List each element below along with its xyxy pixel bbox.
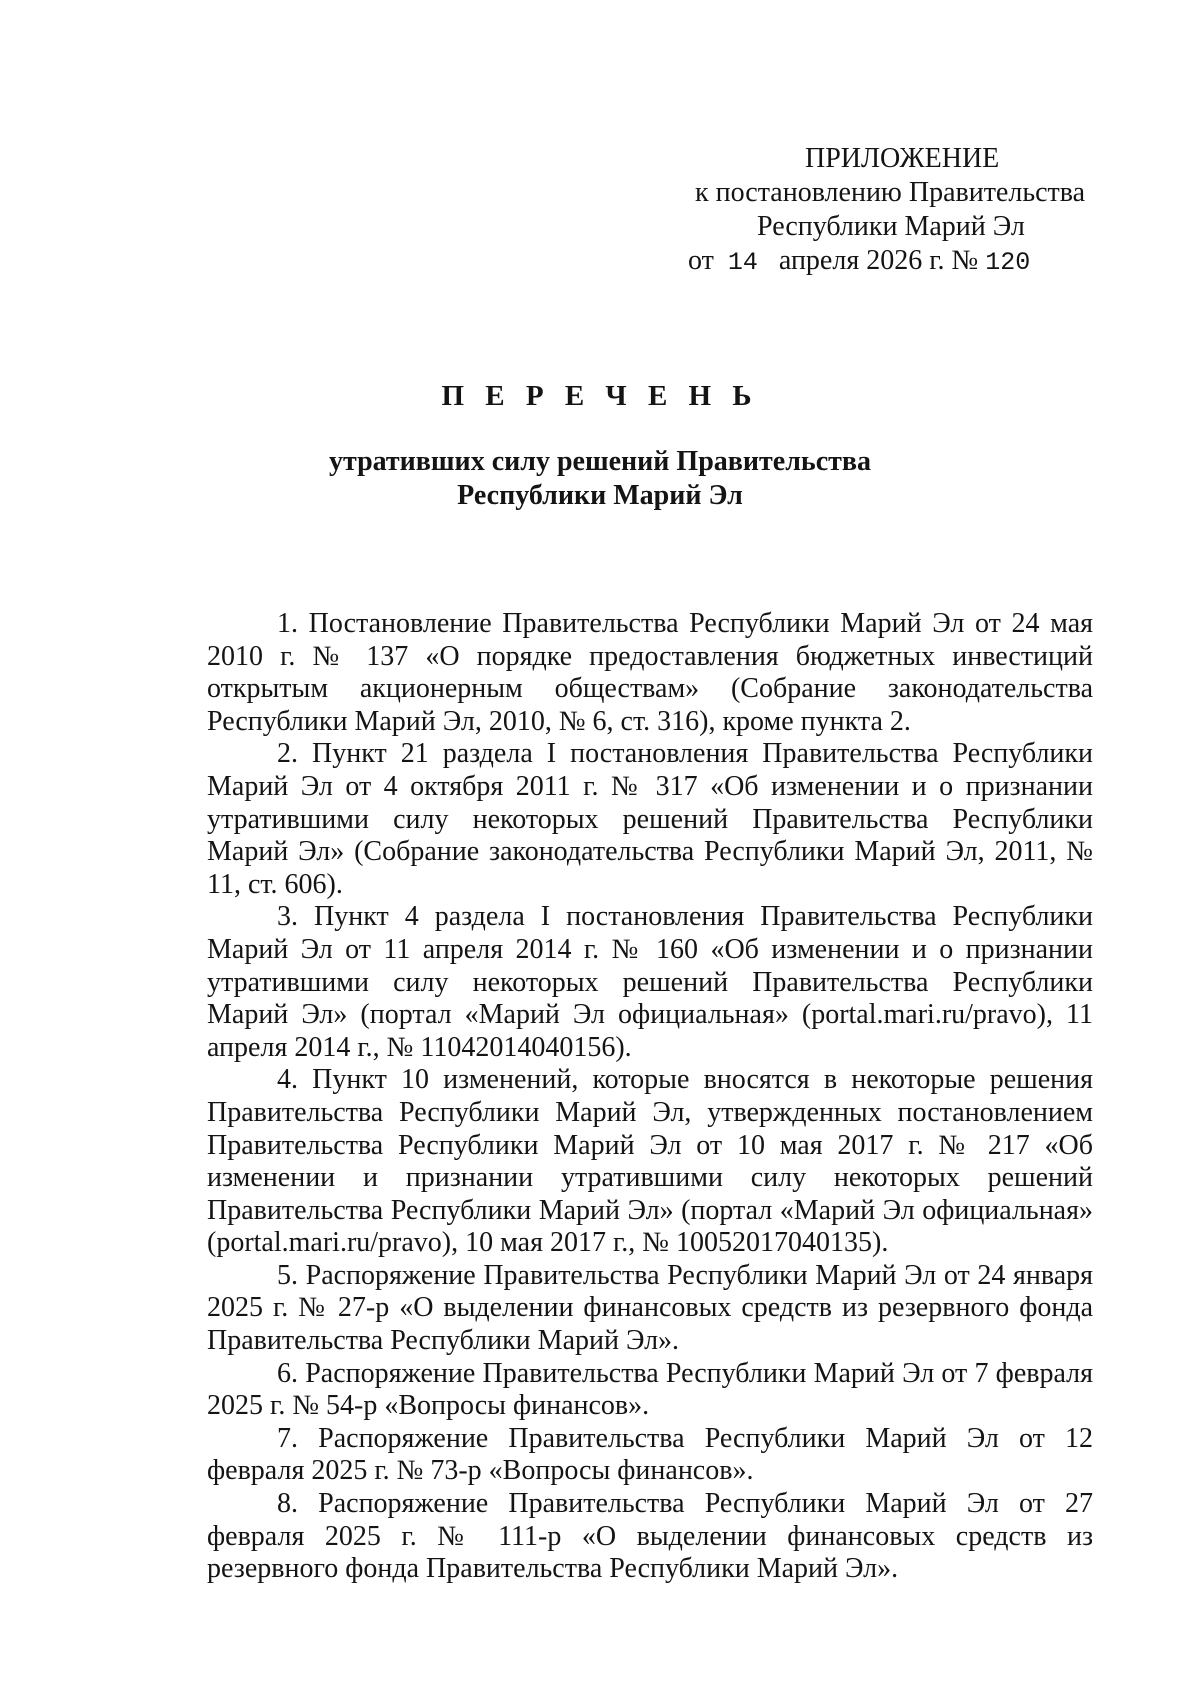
date-rest: апреля 2026 г. №: [778, 245, 979, 276]
list-item-8: 8. Распоряжение Правительства Республики Марий Эл от 27 февраля 2025 г. № 111-р «О выделении финансовых средств из резервного фонда Правительства Республики Марий Эл».: [207, 1488, 1093, 1585]
list-item-7: 7. Распоряжение Правительства Республики Марий Эл от 12 февраля 2025 г. № 73-р «Вопросы финансов».: [207, 1422, 1093, 1487]
subtitle-line-2: Республики Марий Эл: [457, 480, 743, 511]
list-item-4: 4. Пункт 10 изменений, которые вносятся в некоторые решения Правительства Республики Марий Эл, утвержденных постановлением Правительства Республики Марий Эл от 10 мая 2017 г. № 217 «Об изменении и признании утратившими силу некоторых решений Правительства Республики Марий Эл» (портал «Марий Эл официальная» (portal.mari.ru/pravo), 10 мая 2017 г., № 10052017040135).: [207, 1064, 1093, 1259]
list-item-1: 1. Постановление Правительства Республики Марий Эл от 24 мая 2010 г. № 137 «О порядке предоставления бюджетных инвестиций открытым акционерным обществам» (Собрание законодательства Республики Марий Эл, 2010, № 6, ст. 316), кроме пункта 2.: [207, 608, 1093, 737]
appendix-line-republic: Республики Марий Эл: [757, 211, 1025, 242]
date-prefix: от: [688, 245, 714, 276]
appendix-line-resolution: к постановлению Правительства: [695, 177, 1086, 208]
appendix-header: [680, 142, 1100, 280]
list-item-6: 6. Распоряжение Правительства Республики Марий Эл от 7 февраля 2025 г. № 54-р «Вопросы финансов».: [207, 1357, 1093, 1422]
appendix-date-line: [680, 244, 1100, 280]
list-item-5: 5. Распоряжение Правительства Республики Марий Эл от 24 января 2025 г. № 27-р «О выделении финансовых средств из резервного фонда Правительства Республики Марий Эл».: [207, 1259, 1093, 1357]
appendix-heading: ПРИЛОЖЕНИЕ: [805, 143, 1000, 174]
date-day: 14: [727, 248, 758, 277]
list-item-2: 2. Пункт 21 раздела I постановления Правительства Республики Марий Эл от 4 октября 2011 г. № 317 «Об изменении и о признании утратившими силу некоторых решений Правительства Республики Марий Эл» (Собрание законодательства Республики Марий Эл, 2011, № 11, ст. 606).: [207, 738, 1093, 900]
document-subtitle: [0, 445, 1200, 513]
subtitle-line-1: утративших силу решений Правительства: [328, 446, 872, 477]
list-item-3: 3. Пункт 4 раздела I постановления Правительства Республики Марий Эл от 11 апреля 2014 г. № 160 «Об изменении и о признании утратившими силу некоторых решений Правительства Республики Марий Эл» (портал «Марий Эл официальная» (portal.mari.ru/pravo), 11 апреля 2014 г., № 11042014040156).: [207, 901, 1093, 1063]
document-body: [207, 608, 1093, 1586]
document-title: П Е Р Е Ч Е Н Ь: [441, 380, 759, 412]
resolution-number: 120: [985, 248, 1031, 277]
